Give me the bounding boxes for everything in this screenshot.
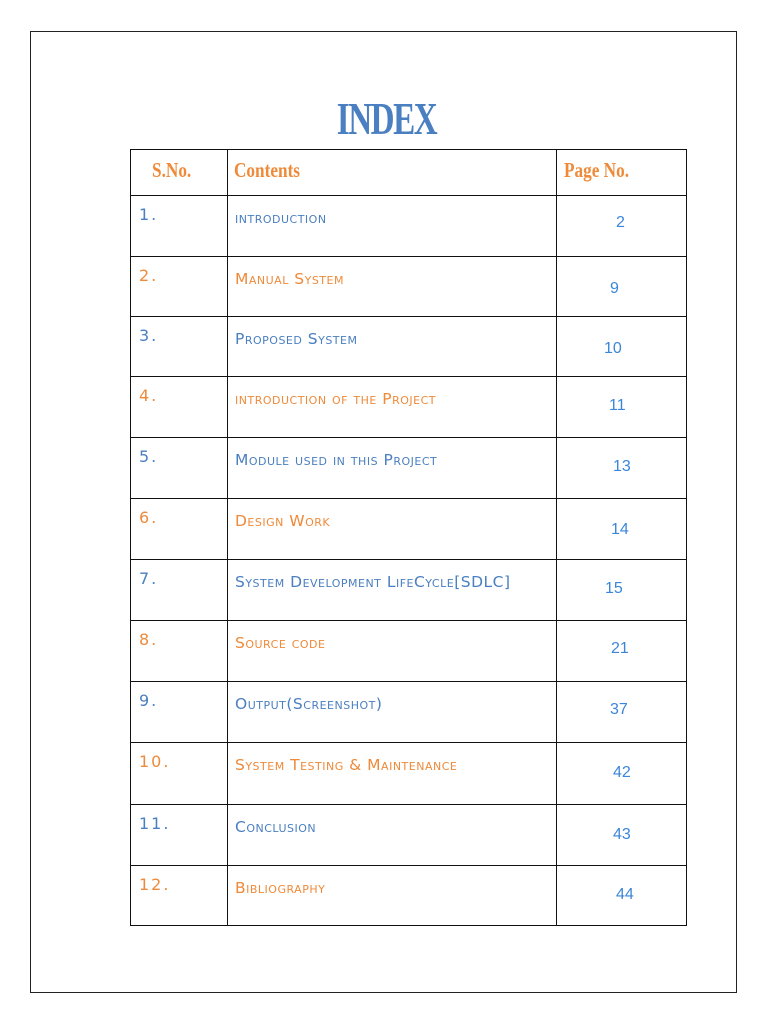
table-row: [131, 805, 687, 866]
row-sno: 1.: [131, 196, 228, 257]
row-sno: 8.: [131, 621, 228, 682]
row-sno: 9.: [131, 682, 228, 743]
row-contents: introduction: [228, 196, 557, 257]
table-row: [131, 317, 687, 377]
row-page-number: 9: [557, 257, 687, 317]
row-contents: Manual System: [228, 257, 557, 317]
row-page-number: 11: [557, 377, 687, 438]
row-sno: 10.: [131, 743, 228, 805]
table-row: [131, 560, 687, 621]
row-page-number: 2: [557, 196, 687, 257]
table-row: [131, 743, 687, 805]
row-sno: 3.: [131, 317, 228, 377]
table-row: [131, 866, 687, 926]
row-page-number: 42: [557, 743, 687, 805]
row-contents: Bibliography: [228, 866, 557, 926]
row-contents: Module used in this Project: [228, 438, 557, 499]
table-row: [131, 257, 687, 317]
table-row: [131, 621, 687, 682]
row-page-number: 15: [557, 560, 687, 621]
row-contents: introduction of the Project: [228, 377, 557, 438]
row-contents: Source code: [228, 621, 557, 682]
row-contents: Conclusion: [228, 805, 557, 866]
row-sno: 7.: [131, 560, 228, 621]
row-page-number: 21: [557, 621, 687, 682]
row-sno: 2.: [131, 257, 228, 317]
row-page-number: 13: [557, 438, 687, 499]
row-page-number: 44: [557, 866, 687, 926]
row-contents: System Testing & Maintenance: [228, 743, 557, 805]
table-row: [131, 682, 687, 743]
table-row: [131, 499, 687, 560]
row-page-number: 43: [557, 805, 687, 866]
row-contents: System Development LifeCycle[SDLC]: [228, 560, 557, 621]
row-sno: 6.: [131, 499, 228, 560]
row-sno: 11.: [131, 805, 228, 866]
header-page: Page No.: [557, 150, 687, 196]
row-page-number: 14: [557, 499, 687, 560]
row-contents: Proposed System: [228, 317, 557, 377]
row-page-number: 37: [557, 682, 687, 743]
header-sno: S.No.: [131, 150, 228, 196]
header-contents: Contents: [228, 150, 557, 196]
row-contents: Output(Screenshot): [228, 682, 557, 743]
row-page-number: 10: [557, 317, 687, 377]
table-body: [131, 196, 687, 926]
table-row: [131, 438, 687, 499]
row-sno: 12.: [131, 866, 228, 926]
table-header-row: [131, 150, 687, 196]
index-table: [130, 149, 687, 926]
row-sno: 4.: [131, 377, 228, 438]
table-row: [131, 196, 687, 257]
page-title: INDEX: [336, 93, 437, 144]
row-sno: 5.: [131, 438, 228, 499]
row-contents: Design Work: [228, 499, 557, 560]
table-row: [131, 377, 687, 438]
